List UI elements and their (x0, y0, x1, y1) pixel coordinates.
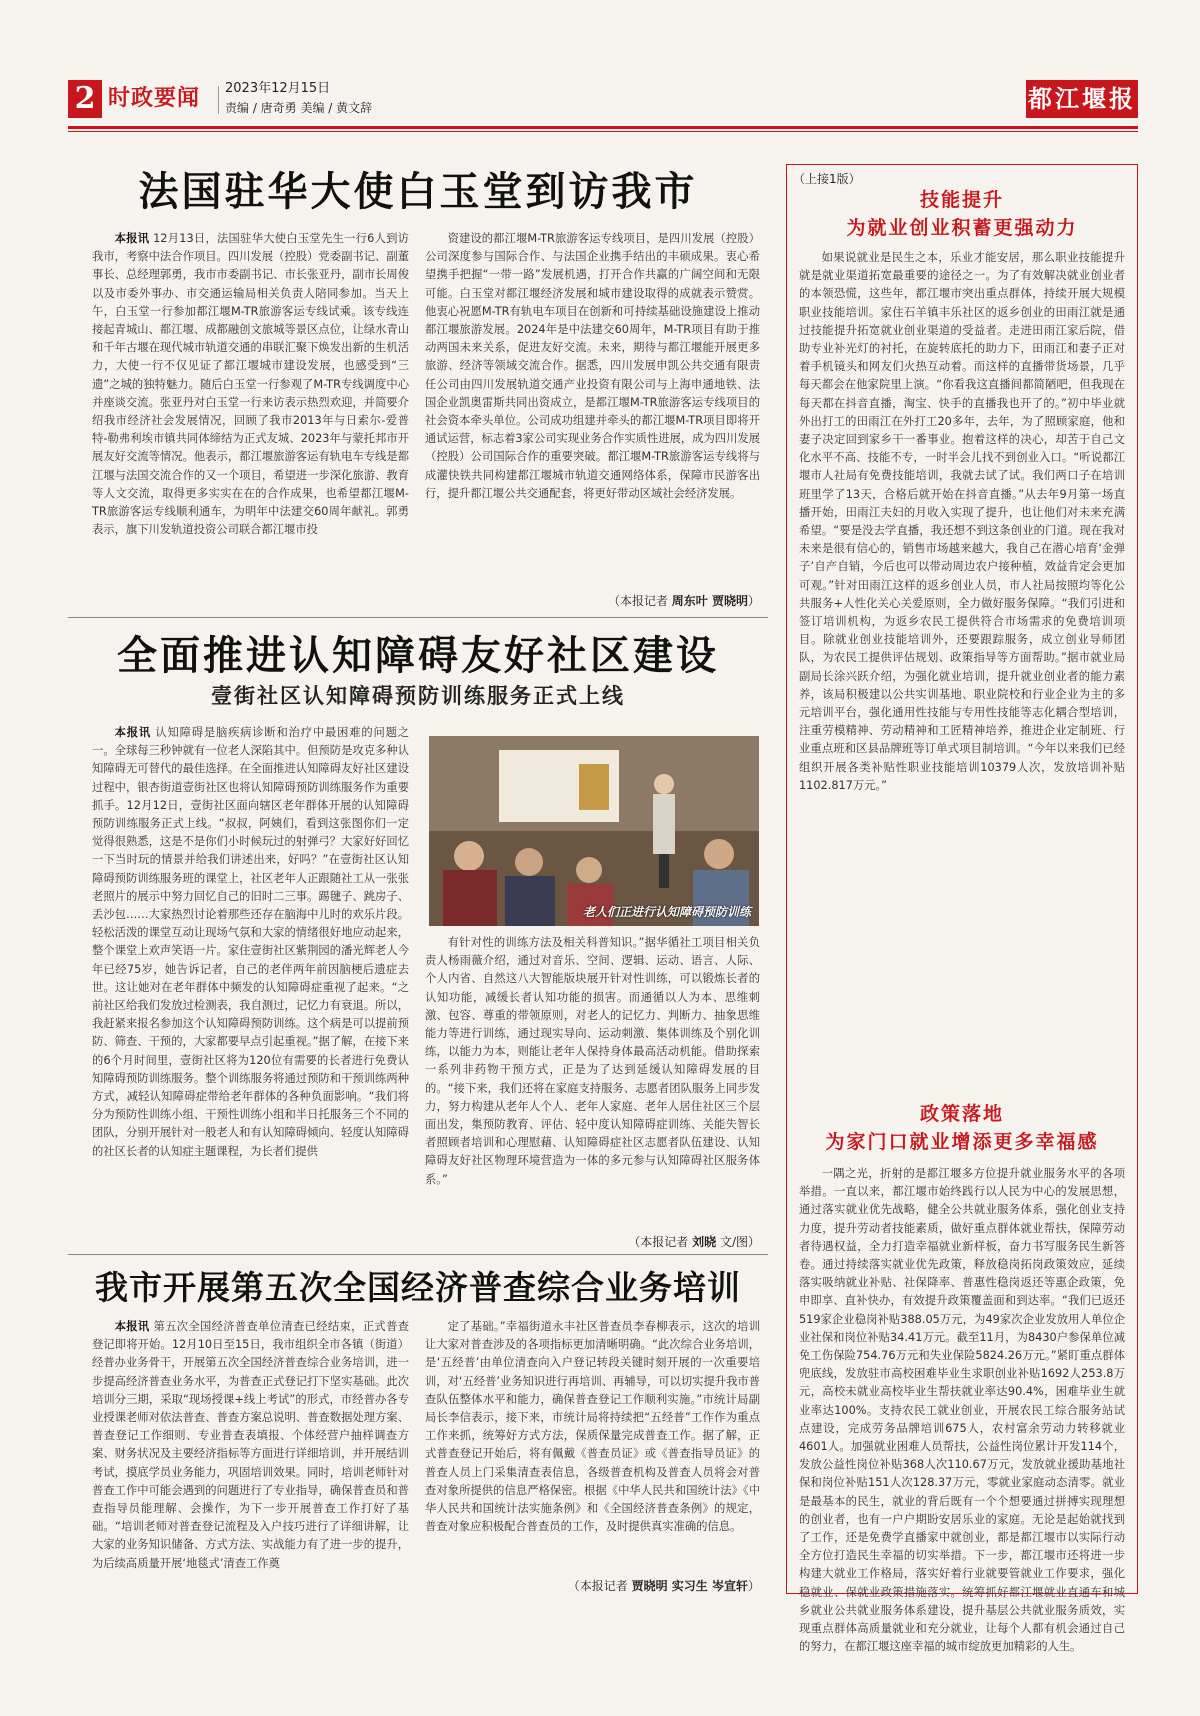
byline-prefix: （本报记者 (607, 594, 672, 608)
sidebar-heading2-line2: 为家门口就业增添更多幸福感 (825, 1131, 1099, 1153)
article3-text2: 定了基础。”幸福街道永丰社区普查员李春柳表示，这次的培训让大家对普查涉及的各项指标更加清晰明确。“此次综合业务培训，是‘五经普’由单位清查向入户登记转段关键时刻开展的一次重要培训，对‘五经普’业务知识进行再培训、再辅导，可以切实提升我市普查队伍整体水平和能力，确保普查登记工作顺利实施。”市统计局副局长李信表示，接下来，市统计局将持续把“五经普”工作作为重点工作来抓，统筹好方式方法，保质保量完成普查工作。据了解，正式普查登记开始后，将有佩戴《普查员证》或《普查指导员证》的普查人员上门采集清查表信息，各级普查机构及普查人员将会对普查对象所提供的信息严格保密。根据《中华人民共和国统计法》《中华人民共和国统计法实施条例》和《全国经济普查条例》的规定，普查对象应积极配合普查员的工作，及时提供真实准确的信息。 (425, 1320, 760, 1534)
sidebar-body1 (799, 249, 1125, 1089)
article2-column1 (92, 724, 409, 1244)
masthead-logo: 都江堰报 (1026, 80, 1138, 118)
byline-prefix: （本报记者 (628, 1235, 693, 1249)
sidebar-heading1-line1: 技能提升 (919, 189, 1004, 211)
header-rule-thin (68, 131, 1138, 132)
sidebar-heading2-line1: 政策落地 (919, 1103, 1004, 1125)
article2-text2: 有针对性的训练方法及相关科普知识。”据华循社工项目相关负责人杨雨薇介绍，通过对音乐、空间、逻辑、运动、语言、人际、个人内省、自然这八大智能版块展开针对性训练，可以锻炼长者的认知功能，减缓长者认知功能的损害。而通循以人为本、思维刺激、包容、尊重的带领原则，对老人的记忆力、判断力、抽象思维能力等进行训练，通过现实导向、运动刺激、集体训练及个别化训练，以能力为本，则能让老年人保持身体最高活动机能。借助探索一系列非药物干预方式，正是为了达到延缓认知障碍发展的目的。“接下来，我们还将在家庭支持服务、志愿者团队服务上同步发力，努力构建从老年人个人、老年人家庭、老年人居住社区三个层面出发，集预防教育、评估、轻中度认知障碍症训练、关能失智长者照顾者培训和心理慰藉、认知障碍症社区志愿者队伍建设、认知障碍友好社区物理环境营造为一体的多元参与认知障碍社区服务体系。” (425, 936, 760, 1186)
photo-illustration (429, 736, 759, 926)
sidebar-heading1-line2: 为就业创业积蓄更强动力 (846, 217, 1078, 239)
sidebar-text1: 如果说就业是民生之本，乐业才能安居，那么职业技能提升就是就业渠道拓宽最重要的途径之一。为了有效解决就业创业者的本领恐慌，这些年，都江堰市突出重点群体，持续开展大规模职业技能培训。家住石羊镇丰乐社区的返乡创业的田雨江就是通过技能提升拓宽就业创业渠道的受益者。走进田雨江家后院，借助专业补光灯的衬托，在旋转底托的助力下，田雨江和妻子正对着手机镜头和网友们火热互动着。而这样的直播带货场景，几乎每天都会在他家院里上演。“你看我这直播间都简陋吧，但我现在每天都在抖音直播，淘宝、快手的直播我也开了的。”初中毕业就外出打工的田雨江在外打工20多年，去年，为了照顾家庭，他和妻子决定回到家乡干一番事业。抱着这样的决心，却苦于自己文化水平不高、技能不专，一时半会儿找不到创业入口。“听说都江堰市人社局有免费技能培训，我就去试了试。我们两口子在培训班里学了13天，合格后就开始在抖音直播。”从去年9月第一场直播开始，田雨江夫妇的月收入实现了提升，也让他们对未来充满希望。“要是没去学直播，我还想不到这条创业的门道。现在我对未来是很有信心的，销售市场越来越大，我自己在潜心培育‘金弹子’自产自销，今后也可以带动周边农户接种植，效益肯定会更加可观。”针对田雨江这样的返乡创业人员，市人社局按照均等化公共服务+人性化关心关爱原则，全力做好服务保障。“我们引进和签订培训机构，为返乡农民工提供符合市场需求的免费培训项目。除就业创业技能培训外，还要跟踪服务，成立创业导师团队，为农民工提供评估规划、政策指导等方面帮助。”据市就业局副局长涂兴跃介绍，为强化就业培训，提升就业创业者的能力素养，该局积极建以公共实训基地、职业院校和行业企业为主的多元培训平台，强化通用性技能与专用性技能等志化耦合型培训，注重劳模精神、劳动精神和工匠精神培养，推进企业定制班、行业重点班和区县品牌班等订单式项目制培训。“今年以来我们已经组织开展各类补贴性职业技能培训10379人次，发放培训补贴1102.817万元。” (799, 251, 1125, 792)
seniors-training-photo (429, 736, 759, 926)
section-title: 时政要闻 (108, 86, 201, 111)
sidebar-text2: 一隅之光，折射的是都江堰多方位提升就业服务水平的各项举措。一直以来，都江堰市始终践行以人民为中心的发展思想，通过落实就业优先战略，健全公共就业服务体系，强化创业支持力度，提升劳动者技能素质，做好重点群体就业帮扶，保障劳动者待遇权益，全力打造幸福就业新样板，奋力书写服务民生新答卷。通过持续落实就业优先政策，释放稳岗拓岗政策效应，延续落实吸纳就业补贴、社保降率、普惠性稳岗返还等惠企政策，免申即享、直补快办，有效提升政策覆盖面和到达率。“我们已返还519家企业稳岗补贴388.05万元，为49家次企业发放用人单位企业社保和岗位补贴34.41万元。截至11月，为8430户参保单位减免工伤保险754.76万元和失业保险5824.26万元。”紧盯重点群体兜底线，发放驻市高校困难毕业生求职创业补贴1692人253.8万元，高校未就业高校毕业生帮扶就业率达90.4%，困难毕业生就业率达100%。支持农民工就业创业，开展农民工综合服务站试点建设，完成劳务品牌培训675人，农村富余劳动力转移就业4601人。加强就业困难人员帮扶，公益性岗位累计开发114个，发放公益性岗位补贴368人次110.67万元，发放就业援助基地社保和岗位补贴151人次128.37万元，零就业家庭动态清零。就业是最基本的民生，就业的背后既有一个个想要通过拼搏实现理想的创业者，也有一户户期盼安居乐业的家庭。无论是起始就找到了工作，还是免费学直播家中就创业，都是都江堰市以实际行动全方位打造民生幸福的切实举措。下一步，都江堰市还将进一步构建大就业工作格局，落实好着行业就要管就业工作要求，强化稳就业、保就业政策措施落实。统筹抓好都江堰就业直通车和城乡就业公共就业服务体系建设，提升基层公共就业服务质效，实现重点群体高质量就业和充分就业，让每个人都有机会通过自己的努力，在都江堰这座幸福的城市绽放更加精彩的人生。 (799, 1167, 1125, 1654)
byline-names: 周东叶 贾晓明 (671, 594, 748, 608)
page-header (68, 80, 1138, 118)
article1-column2 (425, 230, 760, 590)
article3-kicker: 本报讯 (114, 1320, 150, 1333)
article3-headline: 我市开展第五次全国经济普查综合业务培训 (95, 1268, 741, 1307)
article2-kicker: 本报讯 (114, 726, 151, 739)
byline-suffix: ） (747, 594, 760, 608)
header-rule (68, 126, 1138, 129)
editors-credit: 责编 / 唐奇勇 美编 / 黄文辞 (225, 101, 373, 115)
photo-caption: 老人们正进行认知障碍预防训练 (582, 905, 751, 919)
byline-names: 贾晓明 实习生 岑宣轩 (631, 1579, 748, 1593)
article1-byline (560, 592, 760, 610)
article1-kicker: 本报讯 (114, 232, 150, 245)
article2-column2 (425, 934, 760, 1234)
article1-text1: 12月13日，法国驻华大使白玉堂先生一行6人到访我市，考察中法合作项目。四川发展（控股）党委副书记、副董事长、总经理郭勇，我市市委副书记、市长张亚丹，副市长周俊以及市委外事办、市交通运输局相关负责人陪同参加。当天上午，白玉堂一行参加都江堰M-TR旅游客运专线试乘。该专线连接起青城山、都江堰、成都融创文旅城等景区点位，让绿水青山和千年古堰在现代城市轨道交通的串联汇聚下焕发出新的生机活力，大使一行不仅见证了都江堰城市建设发展，也感受到“三遗”之城的独特魅力。随后白玉堂一行参观了M-TR专线调度中心并座谈交流。张亚丹对白玉堂一行来访表示热烈欢迎，并简要介绍我市经济社会发展情况，回顾了我市2013年与日索尔-爱普特-勒弗利埃市镇共同体缔结为正式友城、2023年与蒙托邦市开展友好交流等情况。他表示，都江堰旅游客运有轨电车专线是都江堰与法国交流合作的又一个项目，希望进一步深化旅游、教育等人文交流，取得更多实实在在的合作成果，也希望都江堰M-TR旅游客运专线顺利通车，为明年中法建交60周年献礼。郭勇表示，旗下川发轨道投资公司联合都江堰市投 (92, 232, 409, 537)
continued-article-box (786, 164, 1138, 1654)
article2-byline (560, 1233, 760, 1251)
article1-text2: 资建设的都江堰M-TR旅游客运专线项目，是四川发展（控股）公司深度参与国际合作、与法国企业携手结出的丰硕成果。衷心希望携手把握“一带一路”发展机遇，打开合作共赢的广阔空间和无限可能。白玉堂对都江堰经济发展和城市建设取得的成就表示赞赏。他衷心祝愿M-TR有轨电车项目在创新和可持续基础设施建设上推动都江堰旅游发展。2024年是中法建交60周年，M-TR项目有助于推动两国未来关系，促进友好交流。未来，期待与都江堰能开展更多旅游、经济等领域交流合作。据悉，四川发展申凯公共交通有限责任公司由四川发展轨道交通产业投资有限公司与上海申通地铁、法国企业凯奥雷斯共同出资成立，是都江堰M-TR旅游客运专线项目的社会资本牵头单位。公司成功组建并牵头的都江堰M-TR项目即将开通试运营，标志着3家公司实现业务合作实质性进展，成为四川发展（控股）公司国际合作的重要突破。都江堰M-TR旅游客运专线将与成灌快铁共同构建都江堰城市轨道交通网络体系，保障市民游客出行，提升都江堰公共交通配套，将更好带动区域社会经济发展。 (425, 232, 760, 500)
article-divider (68, 1254, 768, 1255)
article1-column1 (92, 230, 409, 608)
article1-headline: 法国驻华大使白玉堂到访我市 (138, 168, 698, 215)
article2-text1: 认知障碍是脑疾病诊断和治疗中最困难的问题之一。全球每三秒钟就有一位老人深陷其中。但预防是攻克多种认知障碍无可替代的最佳选择。在全面推进认知障碍友好社区建设过程中，银杏街道壹街社区也将认知障碍预防训练服务作为重要抓手。12月12日，壹街社区面向辖区老年群体开展的认知障碍预防训练服务正式上线。“叔叔，阿姨们，看到这张图你们一定觉得很熟悉，这是不是你们小时候玩过的射弹弓？大家好好回忆一下当时玩的情景并给我们讲述出来，好吗？”在壹街社区认知障碍预防训练服务班的课堂上，社区老年人正跟随社工从一张张老照片的展示中努力回忆自己的旧时二三事。踢毽子、跳房子、丢沙包……大家热烈讨论着那些还存在脑海中儿时的欢乐片段。轻松活泼的课堂互动让现场气氛和大家的情绪很好地应动起来，整个课堂上欢声笑语一片。家住壹街社区紫荆园的潘光辉老人今年已经75岁，她告诉记者，自己的老伴两年前因脑梗后遗症去世。这让她对在老年群体中频发的认知障碍症重视了起来。“之前社区给我们发放过检测表，我自测过，记忆力有衰退。所以，我赶紧来报名参加这个认知障碍预防训练。这个病是可以提前预防、筛查、干预的，大家都要早点引起重视。”据了解，在接下来的6个月时间里，壹街社区将为120位有需要的长者进行免费认知障碍预防训练服务。整个训练服务将通过预防和干预训练两种方式，减轻认知障碍症带给老年群体的各种负面影响。“我们将分为预防性训练小组、干预性训练小组和半日托服务三个不同的团队，分别开展针对一般老人和有认知障碍倾向、轻度认知障碍的社区长者的认知症主题课程，为长者们提供 (92, 726, 409, 1158)
article3-byline (500, 1577, 760, 1595)
byline-prefix: （本报记者 (567, 1579, 632, 1593)
issue-date: 2023年12月15日 (225, 81, 331, 96)
article-divider (68, 617, 768, 618)
article3-column1 (92, 1318, 409, 1594)
article2-subheadline: 壹街社区认知障碍预防训练服务正式上线 (211, 684, 625, 708)
article3-text1: 第五次全国经济普查单位清查已经结束，正式普查登记即将开始。12月10日至15日，我市组织全市各镇（街道）经普办业务骨干，开展第五次全国经济普查综合业务培训，进一步提高经济普查业务水平，为普查正式登记打下坚实基础。此次培训分三期，采取“现场授课+线上考试”的形式，市经普办各专业授课老师对依法普查、普查方案总说明、普查数据处理方案、普查登记工作细则、专业普查表填报、个体经营户抽样调查方案、财务状况及主要经济指标等方面进行详细培训，并开展结训考试，摸底学员业务能力，巩固培训效果。同时，培训老师针对普查工作中可能会遇到的问题进行了专业指导，确保普查员和普查指导员能理解、会操作，为下一步开展普查工作打好了基础。“培训老师对普查登记流程及入户技巧进行了详细讲解，让大家的业务知识储备、方式方法、实战能力有了进一步的提升，为后续高质量开展‘地毯式’清查工作奠 (92, 1320, 409, 1570)
byline-suffix: ） (747, 1579, 760, 1593)
byline-suffix: 文/图） (716, 1235, 760, 1249)
byline-names: 刘晓 (692, 1235, 717, 1249)
continued-from-tag: （上接1版） (793, 172, 861, 186)
article2-headline: 全面推进认知障碍友好社区建设 (117, 632, 719, 679)
header-divider (218, 86, 219, 114)
sidebar-body2 (799, 1165, 1125, 1654)
article3-column2 (425, 1318, 760, 1574)
page-number: 2 (68, 80, 102, 118)
